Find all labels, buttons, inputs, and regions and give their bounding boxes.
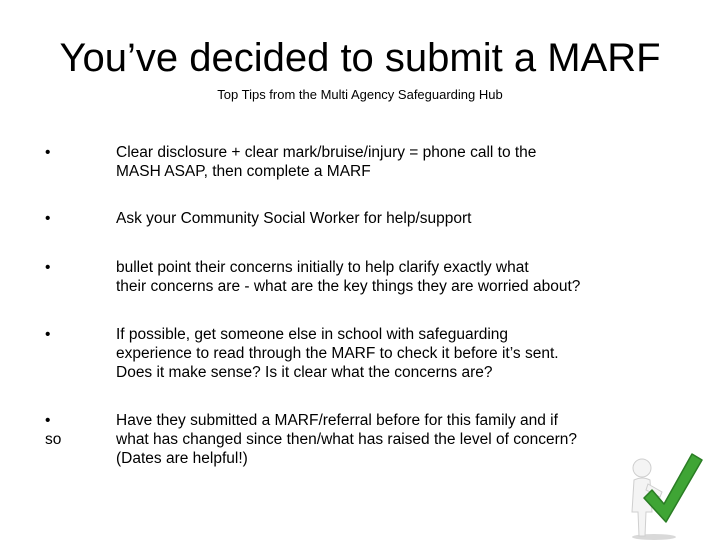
bullet-stray-text: so: [45, 431, 62, 448]
person-with-checkmark-icon: [612, 440, 712, 540]
tip-text: Ask your Community Social Worker for help/support: [116, 210, 472, 227]
bullet-marker: •: [45, 259, 51, 276]
tip-text: bullet point their concerns initially to help clarify exactly what their concerns are - what are the key things they are worried about?: [116, 259, 581, 295]
bullet-marker: [45, 411, 85, 449]
bullet-marker: •: [45, 144, 51, 161]
tip-text: Have they submitted a MARF/referral before for this family and if what has changed since then/what has raised the level of concern? (Dates are helpful!): [116, 412, 577, 467]
tip-text: Clear disclosure + clear mark/bruise/injury = phone call to the MASH ASAP, then complete a MARF: [116, 144, 537, 180]
bullet-marker: •: [45, 210, 51, 227]
slide-subtitle: Top Tips from the Multi Agency Safeguarding Hub: [217, 87, 503, 102]
slide-title: You’ve decided to submit a MARF: [59, 36, 661, 80]
bullet-symbol: •: [45, 412, 51, 429]
bullet-marker: •: [45, 326, 51, 343]
tip-text: If possible, get someone else in school with safeguarding experience to read through the MARF to check it before it’s sent. Does it make sense? Is it clear what the concerns are?: [116, 326, 559, 381]
